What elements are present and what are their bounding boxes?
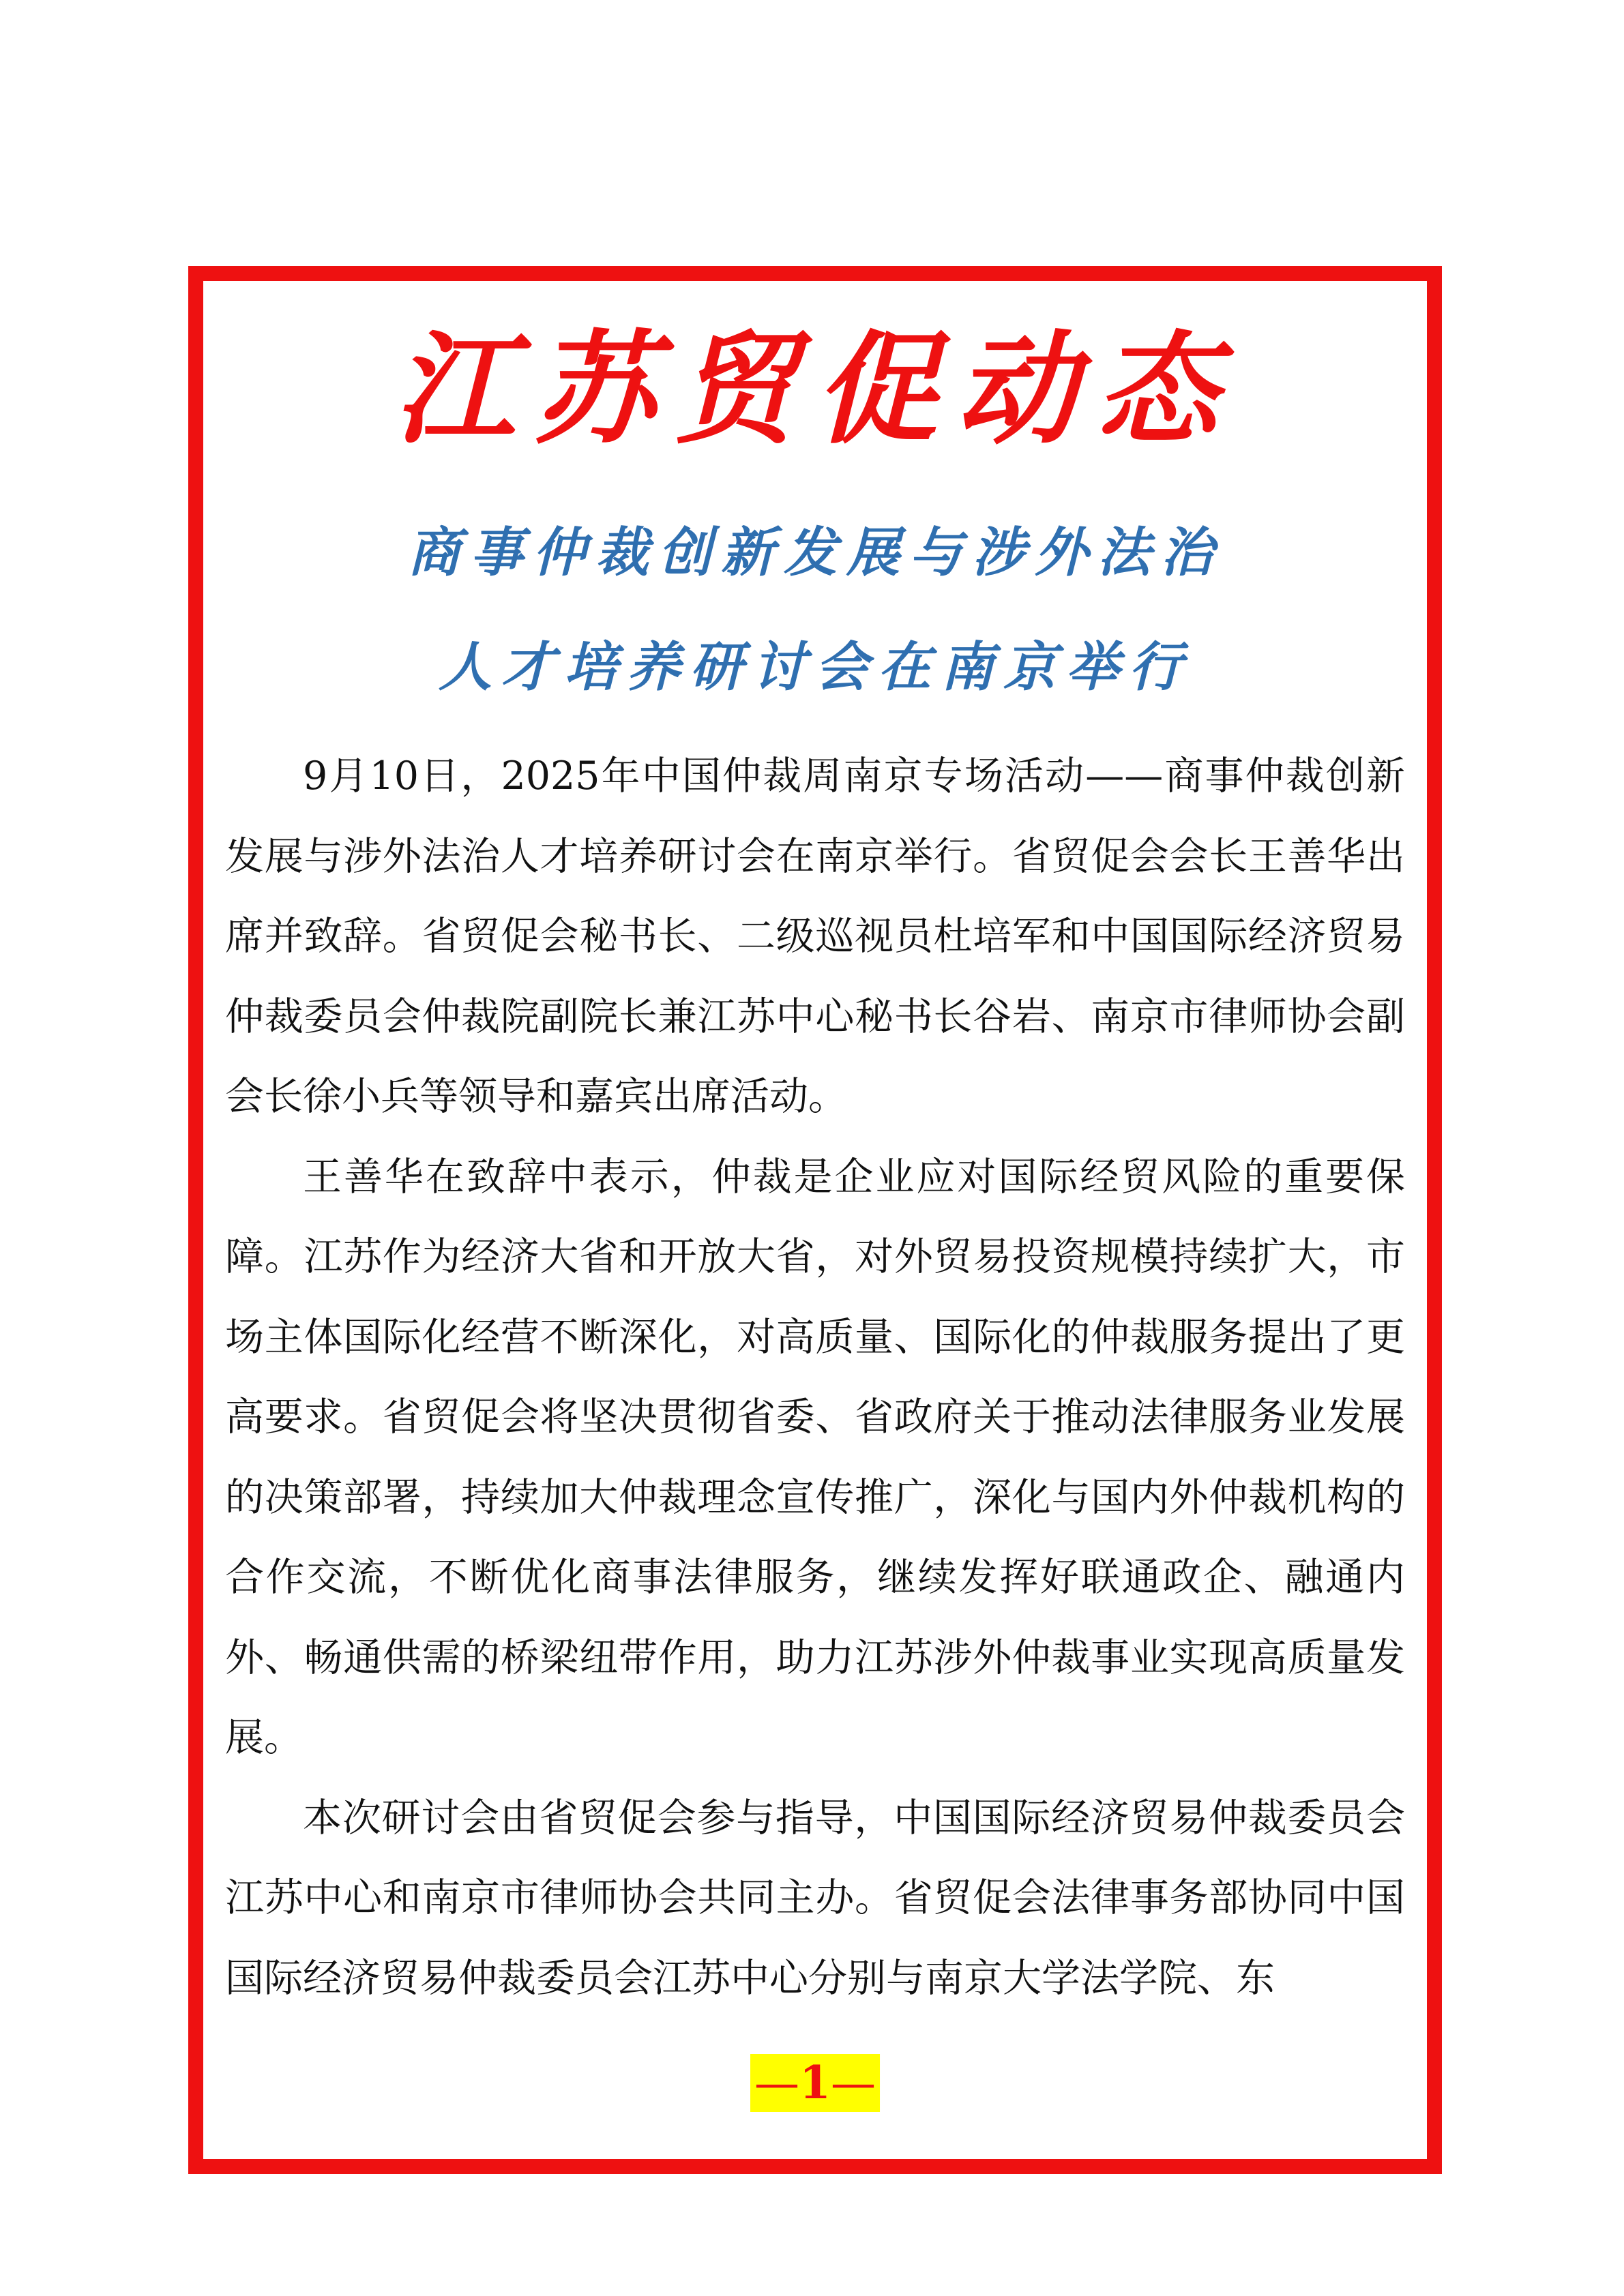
- page-number-value: 1: [799, 2056, 831, 2109]
- page-number-dash-right: —: [830, 2057, 876, 2109]
- paragraph-1: 9月10日，2025年中国仲裁周南京专场活动——商事仲裁创新发展与涉外法治人才培养研讨会在南京举行。省贸促会会长王善华出席并致辞。省贸促会秘书长、二级巡视员杜培军和中国国际经济贸易仲裁委员会仲裁院副院长兼江苏中心秘书长谷岩、南京市律师协会副会长徐小兵等领导和嘉宾出席活动。: [225, 754, 1405, 1119]
- masthead-title: 江苏贸促动态: [394, 318, 1237, 460]
- paragraph-3: 本次研讨会由省贸促会参与指导，中国国际经济贸易仲裁委员会江苏中心和南京市律师协会共同主办。省贸促会法律事务部协同中国国际经济贸易仲裁委员会江苏中心分别与南京大学法学院、东: [225, 1795, 1405, 2001]
- paragraph-2: 王善华在致辞中表示，仲裁是企业应对国际经贸风险的重要保障。江苏作为经济大省和开放大省，对外贸易投资规模持续扩大，市场主体国际化经营不断深化，对高质量、国际化的仲裁服务提出了更高要求。省贸促会将坚决贯彻省委、省政府关于推动法律服务业发展的决策部署，持续加大仲裁理念宣传推广，深化与国内外仲裁机构的合作交流，不断优化商事法律服务，继续发挥好联通政企、融通内外、畅通供需的桥梁纽带作用，助力江苏涉外仲裁事业实现高质量发展。: [225, 1154, 1405, 1760]
- page-number-dash-left: —: [754, 2057, 800, 2109]
- article-body: [225, 736, 1405, 2018]
- page-border-frame: [188, 266, 1442, 2174]
- headline-line-2: 人才培养研讨会在南京举行: [438, 636, 1192, 698]
- headline-line-1: 商事仲裁创新发展与涉外法治: [407, 522, 1223, 584]
- page-number: [750, 2054, 880, 2112]
